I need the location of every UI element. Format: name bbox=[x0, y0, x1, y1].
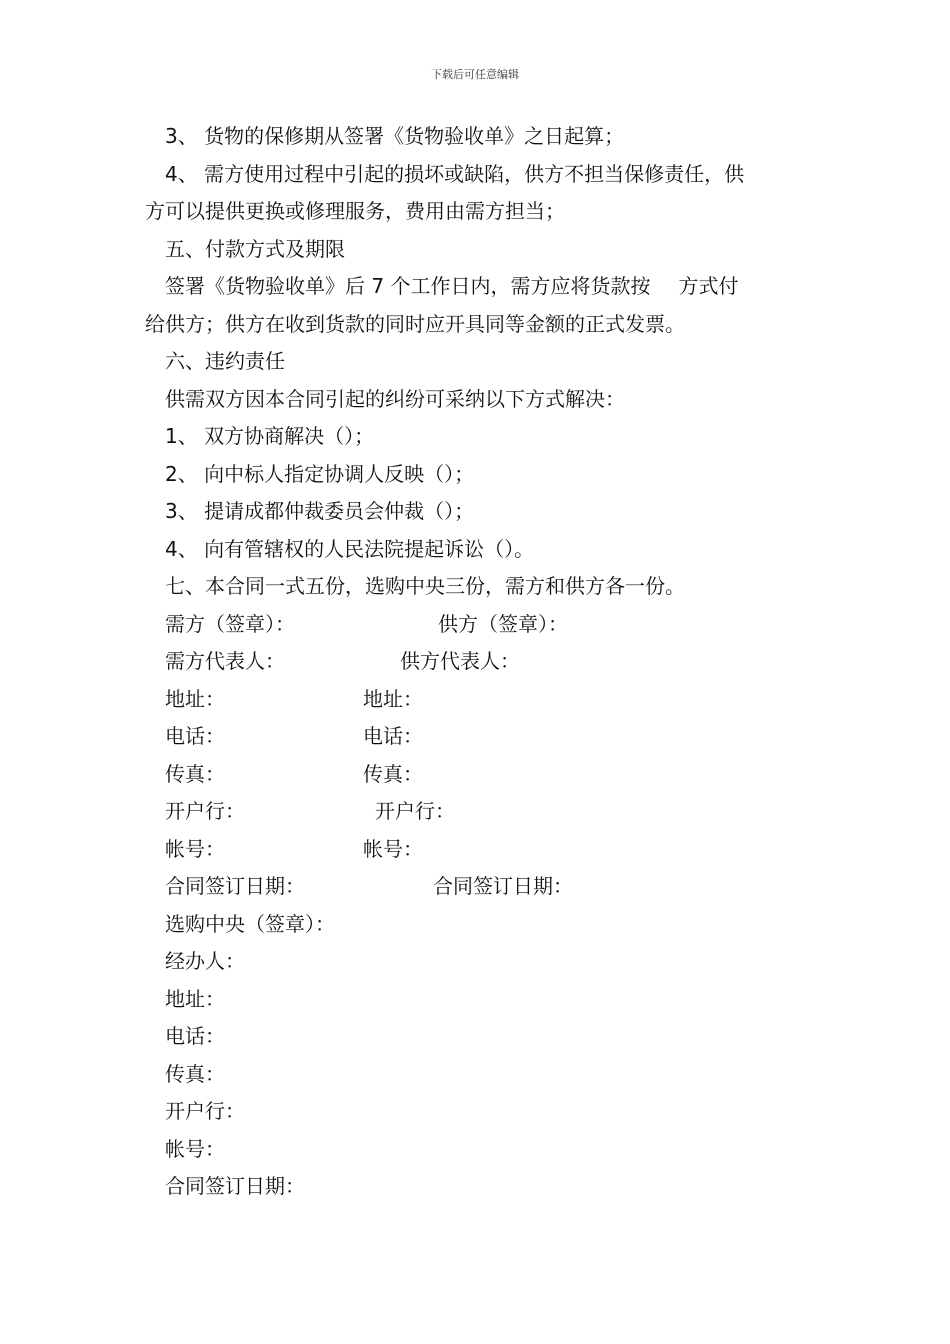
center-account-label: 帐号： bbox=[165, 1136, 225, 1161]
supplier-phone-label: 电话： bbox=[363, 724, 423, 748]
payment-line1-text: 签署《货物验收单》后 7 个工作日内，需方应将货款按 bbox=[165, 274, 651, 298]
supplier-seal-label: 供方（签章）： bbox=[438, 611, 568, 636]
account-row bbox=[145, 831, 810, 869]
dispute-intro: 供需双方因本合同引起的纠纷可采纳以下方式解决： bbox=[165, 386, 625, 411]
dispute-option-4: 4、 向有管辖权的人民法院提起诉讼（）。 bbox=[165, 536, 535, 561]
payment-method-text: 方式付 bbox=[678, 274, 739, 298]
buyer-seal-label: 需方（签章）： bbox=[165, 611, 295, 636]
address-row bbox=[145, 681, 810, 719]
dispute-option-2: 2、 向中标人指定协调人反映（）； bbox=[165, 461, 475, 486]
bank-row bbox=[145, 793, 810, 831]
buyer-phone-label: 电话： bbox=[165, 724, 225, 748]
buyer-account-label: 帐号： bbox=[165, 836, 225, 861]
supplier-fax-label: 传真： bbox=[363, 761, 423, 786]
buyer-date-label: 合同签订日期： bbox=[165, 874, 305, 898]
payment-line2: 给供方；供方在收到货款的同时应开具同等金额的正式发票。 bbox=[145, 311, 685, 336]
center-fax-label: 传真： bbox=[165, 1061, 225, 1086]
payment-line1 bbox=[145, 268, 810, 306]
supplier-bank-label: 开户行： bbox=[375, 799, 455, 823]
supplier-date-label: 合同签订日期： bbox=[433, 874, 573, 898]
center-handler-label: 经办人： bbox=[165, 949, 245, 973]
dispute-option-1: 1、 双方协商解决（）； bbox=[165, 424, 375, 448]
date-row bbox=[145, 868, 810, 906]
clause-damage-line1: 4、 需方使用过程中引起的损坏或缺陷，供方不担当保修责任，供 bbox=[165, 161, 745, 186]
rep-row bbox=[145, 643, 810, 681]
center-bank-label: 开户行： bbox=[165, 1099, 245, 1123]
clause-warranty-start: 3、 货物的保修期从签署《货物验收单》之日起算； bbox=[165, 124, 625, 148]
fax-row bbox=[145, 756, 810, 794]
buyer-rep-label: 需方代表人： bbox=[165, 649, 285, 673]
center-address-label: 地址： bbox=[165, 986, 225, 1011]
dispute-option-3: 3、 提请成都仲裁委员会仲裁（）； bbox=[165, 499, 475, 523]
buyer-fax-label: 传真： bbox=[165, 761, 225, 786]
supplier-account-label: 帐号： bbox=[363, 836, 423, 861]
center-date-label: 合同签订日期： bbox=[165, 1174, 305, 1198]
buyer-bank-label: 开户行： bbox=[165, 799, 245, 823]
center-seal-label: 选购中央（签章）： bbox=[165, 911, 335, 936]
section-payment-title: 五、付款方式及期限 bbox=[165, 236, 345, 261]
phone-row bbox=[145, 718, 810, 756]
clause-damage-line2: 方可以提供更换或修理服务，费用由需方担当； bbox=[145, 199, 565, 223]
supplier-rep-label: 供方代表人： bbox=[400, 649, 520, 673]
supplier-address-label: 地址： bbox=[363, 686, 423, 711]
section-liability-title: 六、违约责任 bbox=[165, 349, 285, 373]
document-body bbox=[145, 118, 810, 1206]
page-header: 下载后可任意编辑 bbox=[431, 68, 519, 81]
buyer-address-label: 地址： bbox=[165, 686, 225, 711]
section-copies: 七、本合同一式五份，选购中央三份，需方和供方各一份。 bbox=[165, 574, 685, 598]
center-phone-label: 电话： bbox=[165, 1024, 225, 1048]
seal-row bbox=[145, 606, 810, 644]
